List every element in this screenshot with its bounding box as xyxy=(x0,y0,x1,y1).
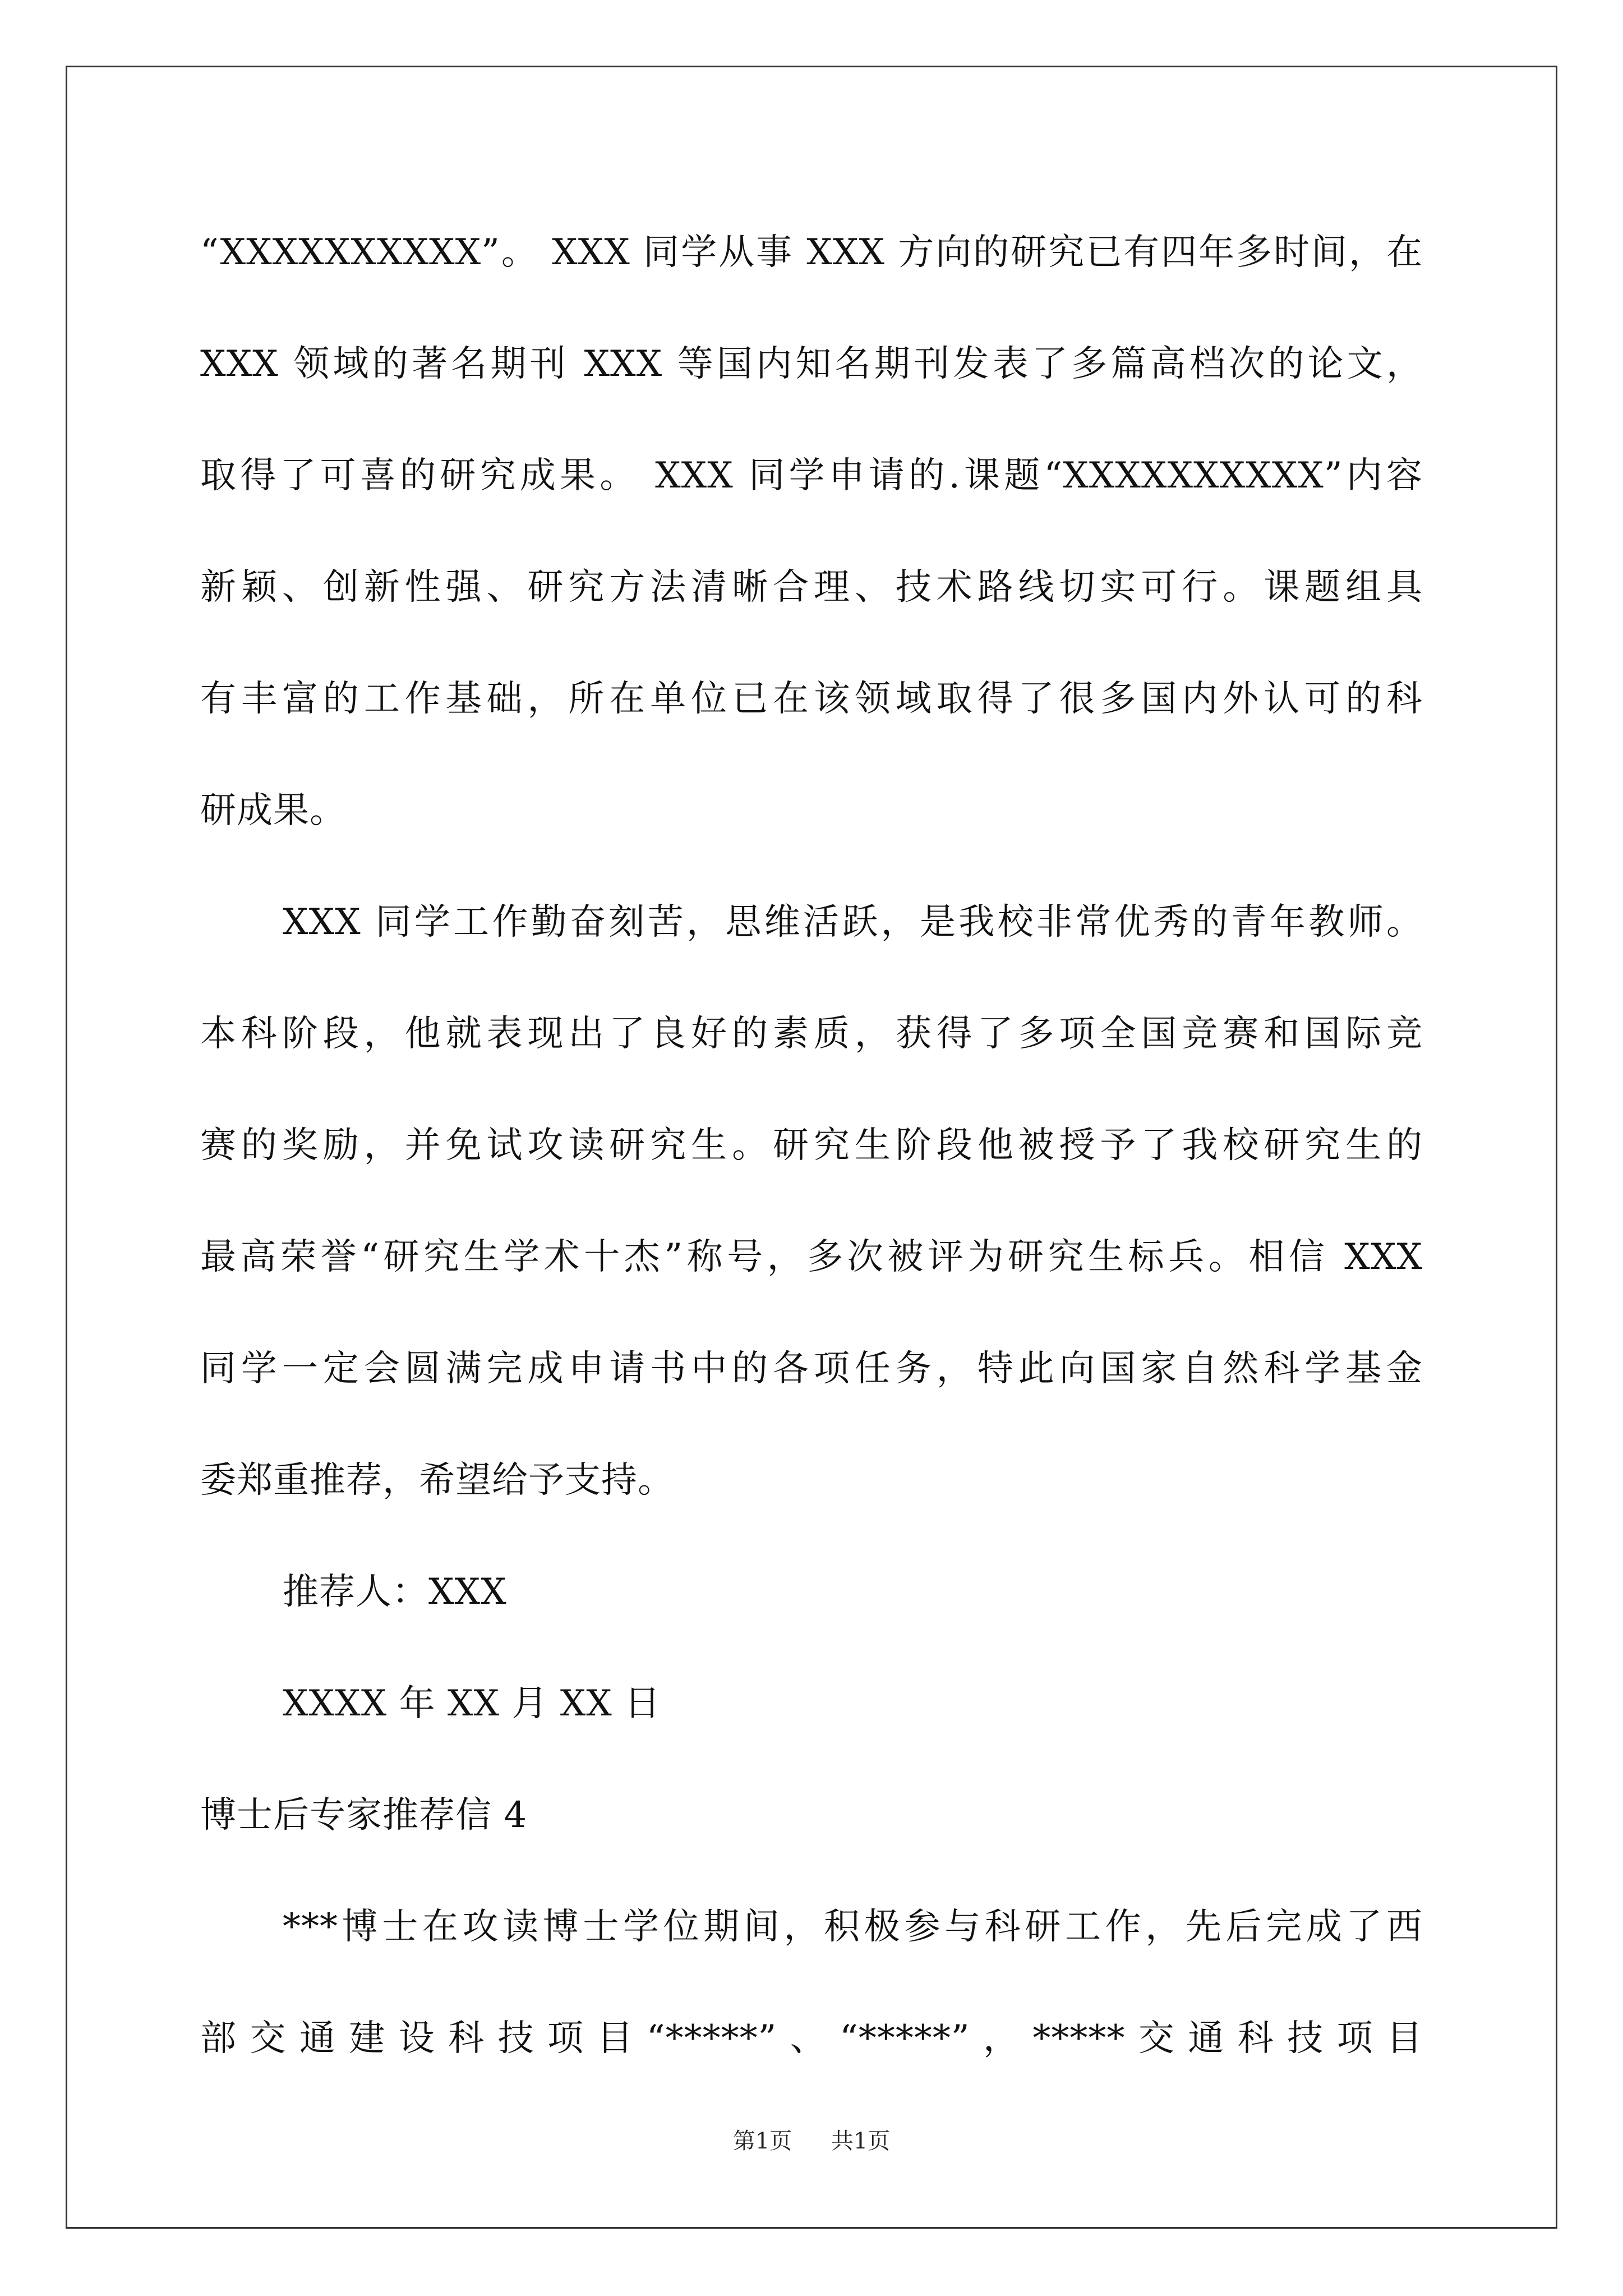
page-total: 共1页 xyxy=(831,2128,891,2154)
text-line: 有丰富的工作基础，所在单位已在该领域取得了很多国内外认可的科 xyxy=(200,678,1423,720)
text-line: “XXXXXXXXXX”。 XXX 同学从事 XXX 方向的研究已有四年多时间，在 xyxy=(200,232,1423,273)
text-line: 本科阶段，他就表现出了良好的素质，获得了多项全国竞赛和国际竞 xyxy=(200,1013,1423,1055)
page-footer xyxy=(0,2124,1623,2158)
signature-date: XXXX 年 XX 月 XX 日 xyxy=(283,1683,661,1724)
text-line: 新颖、创新性强、研究方法清晰合理、技术路线切实可行。课题组具 xyxy=(200,567,1423,608)
text-line: 部交通建设科技项目“*****”、“*****”，*****交通科技项目 xyxy=(200,2018,1423,2059)
text-line: XXX 领域的著名期刊 XXX 等国内知名期刊发表了多篇高档次的论文， xyxy=(200,343,1423,385)
recommender-signature: 推荐人：XXX xyxy=(283,1571,507,1613)
page-number: 第1页 xyxy=(732,2128,792,2154)
text-line: 赛的奖励，并免试攻读研究生。研究生阶段他被授予了我校研究生的 xyxy=(200,1125,1423,1166)
text-line: 同学一定会圆满完成申请书中的各项任务，特此向国家自然科学基金 xyxy=(200,1348,1423,1389)
text-line: 研成果。 xyxy=(200,790,346,831)
document-body xyxy=(200,213,1423,2111)
text-line: 委郑重推荐，希望给予支持。 xyxy=(200,1460,674,1501)
text-line: 取得了可喜的研究成果。 XXX 同学申请的.课题“XXXXXXXXXX”内容 xyxy=(200,455,1423,496)
paragraph-first-line: XXX 同学工作勤奋刻苦，思维活跃，是我校非常优秀的青年教师。 xyxy=(283,901,1423,943)
text-line: 最高荣誉“研究生学术十杰”称号，多次被评为研究生标兵。相信 XXX xyxy=(200,1236,1423,1278)
paragraph-first-line: ***博士在攻读博士学位期间，积极参与科研工作，先后完成了西 xyxy=(283,1906,1423,1948)
section-heading: 博士后专家推荐信 4 xyxy=(200,1795,528,1836)
